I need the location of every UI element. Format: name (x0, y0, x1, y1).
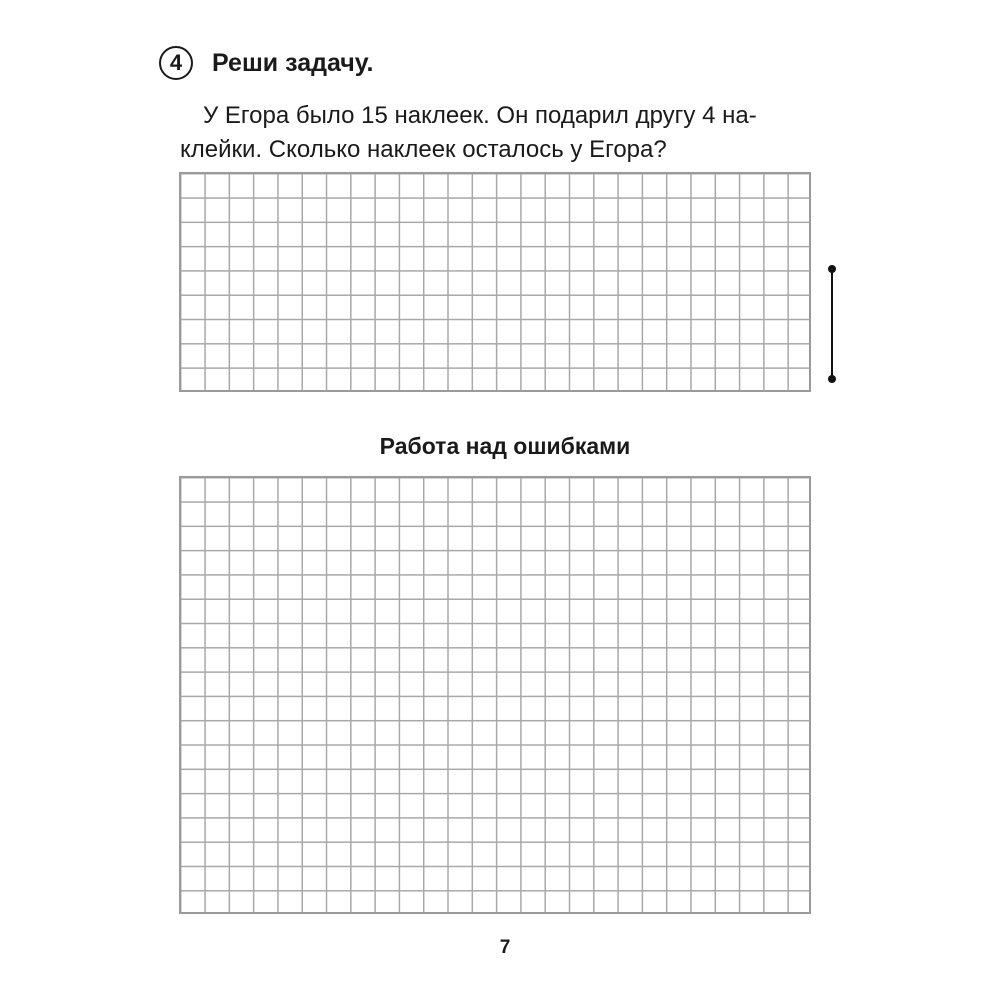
task-title: Реши задачу. (212, 49, 374, 77)
task-number: 4 (169, 50, 183, 75)
problem-text-line-2: клейки. Сколько наклеек осталось у Егора? (180, 136, 667, 163)
page-number: 7 (499, 937, 511, 958)
answer-grid[interactable] (179, 172, 811, 392)
section-title: Работа над ошибками (379, 433, 631, 459)
marker-dot-bottom (828, 375, 836, 383)
corrections-grid[interactable] (179, 476, 811, 914)
problem-text-line-1: У Егора было 15 наклеек. Он подарил другу 4 на- (203, 102, 757, 129)
marker-line (831, 269, 833, 379)
margin-marker (826, 265, 838, 383)
task-number-badge (159, 46, 193, 80)
